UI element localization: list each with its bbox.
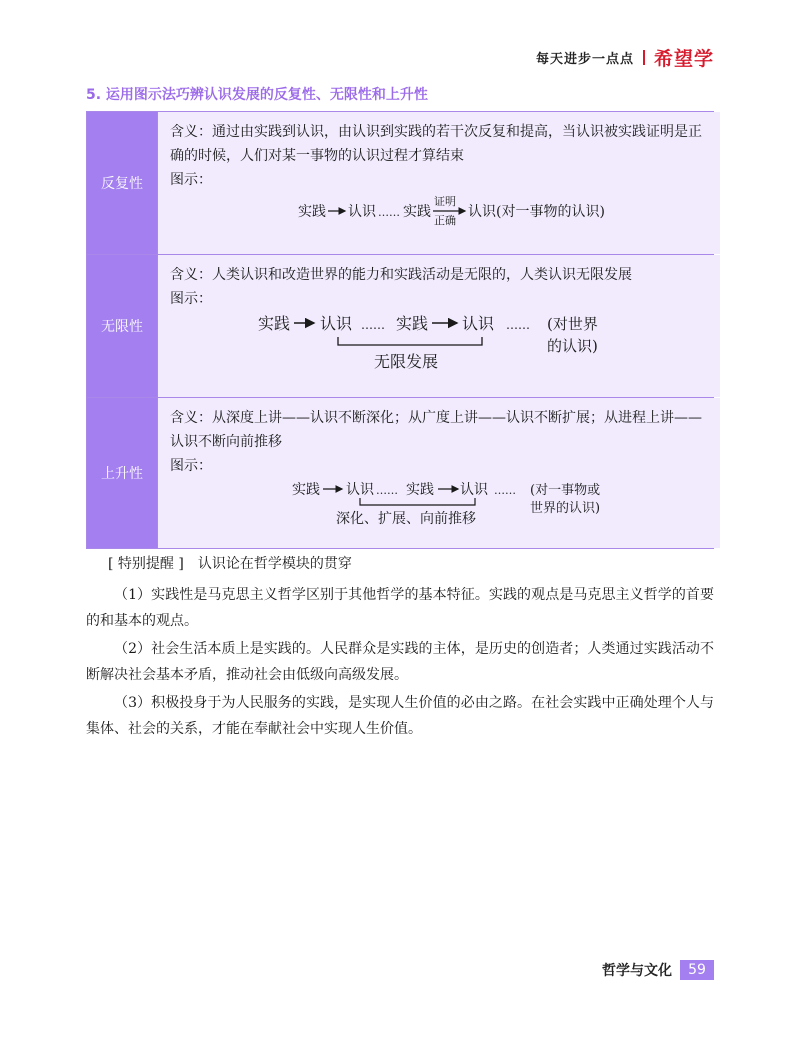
diagram-knowledge-1: 认识: [320, 314, 353, 333]
diagram-dots-2: ……: [494, 484, 516, 497]
repetition-diagram: [170, 192, 710, 228]
reminder-heading: [ 特别提醒 ] 认识论在哲学模块的贯穿: [108, 556, 352, 572]
book-title: 哲学与文化: [602, 963, 672, 979]
bracket: [360, 498, 475, 505]
row-content: [158, 112, 720, 254]
reminder-paragraph-3: （3）积极投身于为人民服务的实践，是实现人生价值的必由之路。在社会实践中正确处理个人与集体、社会的关系，才能在奉献社会中实现人生价值。: [86, 695, 714, 737]
special-reminder: [86, 552, 714, 744]
header-slogan: 每天进步一点点: [535, 52, 634, 67]
bracket-label: 无限发展: [374, 352, 439, 371]
meaning-text: 含义：从深度上讲——认识不断深化；从广度上讲——认识不断扩展；从进程上讲——认识不断向前推移: [170, 410, 702, 450]
diagram-practice-2: 实践: [403, 204, 431, 220]
row-label: 反复性: [87, 112, 158, 254]
section-title: 5. 运用图示法巧辨认识发展的反复性、无限性和上升性: [86, 87, 428, 103]
reminder-paragraph-2: （2）社会生活本质上是实践的。人民群众是实践的主体，是历史的创造者；人类通过实践活动不断解决社会基本矛盾，推动社会由低级向高级发展。: [86, 641, 714, 683]
row-content: [158, 255, 720, 397]
meaning-text: 含义：人类认识和改造世界的能力和实践活动是无限的，人类认识无限发展: [170, 267, 632, 283]
diagram-dots-1: ……: [376, 484, 398, 497]
diagram-practice-1: 实践: [298, 204, 326, 220]
row-label: 上升性: [87, 398, 158, 548]
page-number: 59: [680, 960, 714, 980]
comparison-table: [86, 111, 714, 549]
figure-label: 图示：: [170, 172, 212, 188]
diagram-note-line-2: 的认识): [547, 337, 598, 355]
diagram-knowledge-1: 认识: [348, 204, 376, 220]
diagram-note-line-1: (对世界: [547, 315, 598, 333]
diagram-practice-1: 实践: [258, 314, 291, 333]
meaning-text: 含义：通过由实践到认识，由认识到实践的若干次反复和提高，当认识被实践证明是正确的时候，人们对某一事物的认识过程才算结束: [170, 124, 702, 164]
table-row-repetition: [87, 112, 713, 255]
row-content: [158, 398, 720, 548]
diagram-note-line-1: (对一事物或: [530, 483, 601, 498]
figure-label: 图示：: [170, 291, 212, 307]
bracket: [338, 337, 482, 345]
arrow-label-bottom: 正确: [434, 214, 456, 227]
page-header: [536, 44, 714, 71]
diagram-knowledge-2: 认识: [460, 482, 488, 498]
diagram-knowledge-1: 认识: [346, 482, 374, 498]
figure-label: 图示：: [170, 458, 212, 474]
page-footer: [602, 960, 714, 980]
table-row-infinity: [87, 255, 713, 398]
diagram-practice-1: 实践: [292, 482, 320, 498]
diagram-result: 认识(对一事物的认识): [468, 204, 605, 220]
diagram-dots-2: ……: [506, 318, 530, 332]
ascending-diagram: [170, 478, 710, 536]
row-label: 无限性: [87, 255, 158, 397]
arrow-label-top: 证明: [434, 195, 456, 208]
diagram-dots-1: ……: [361, 318, 385, 332]
diagram-dots-1: ……: [378, 206, 400, 219]
table-row-ascending: [87, 398, 713, 548]
header-divider: [643, 50, 645, 65]
diagram-knowledge-2: 认识: [462, 314, 495, 333]
diagram-note-line-2: 世界的认识): [530, 501, 601, 516]
bracket-label: 深化、扩展、向前推移: [336, 511, 476, 527]
diagram-practice-2: 实践: [396, 314, 429, 333]
brand-logo: 希望学: [653, 48, 714, 70]
reminder-paragraph-1: （1）实践性是马克思主义哲学区别于其他哲学的基本特征。实践的观点是马克思主义哲学的首要的和基本的观点。: [86, 587, 714, 629]
diagram-practice-2: 实践: [406, 482, 434, 498]
infinity-diagram: [170, 311, 710, 383]
